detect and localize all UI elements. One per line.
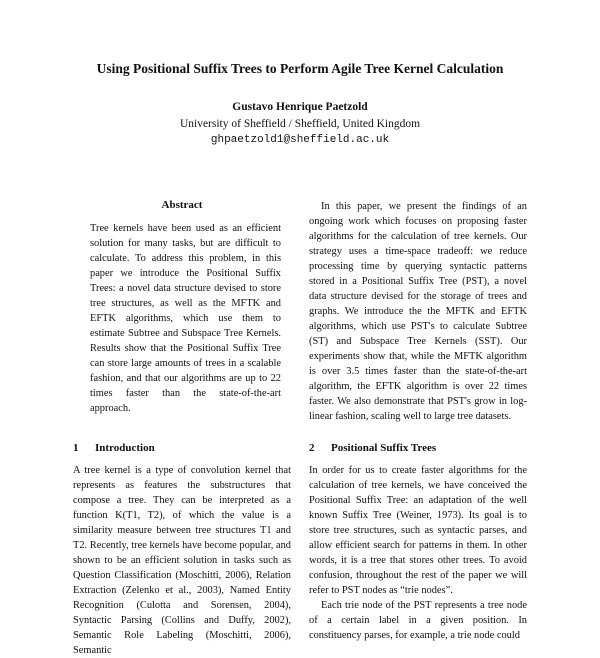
section2-heading — [309, 442, 436, 454]
intro-text: A tree kernel is a type of convolution kernel that represents as features the substructures that compose a tree. They can be interpreted as a function K(T1, T2), of which the value is a similarity measure between tree structures T1 and T2. Recently, tree kernels have become popular, and shown to be an efficient solution in tasks such as Question Classification (Moschitti, 2006), Relation Extraction (Zelenko et al., 2003), Named Entity Recognition (Culotta and Sorensen, 2004), Syntactic Parsing (Collins and Duffy, 2002), Semantic Role Labeling (Moschitti, 2006), Semantic — [73, 465, 291, 656]
section2-paragraph-1: In order for us to create faster algorithms for the calculation of tree kernels, we have conceived the Positional Suffix Tree: an adaptation of the well known Suffix Tree (Weiner, 1973). Its goal is to store tree structures, such as syntactic parses, and allow efficient search for patterns in them. In other words, it is a tree that stores other trees. To avoid confusion, throughout the rest of the paper we will refer to PST nodes as “trie nodes”. — [309, 465, 527, 596]
abstract-text: Tree kernels have been used as an efficient solution for many tasks, but are difficult to calculate. To address this problem, in this paper we introduce the Positional Suffix Trees: a novel data structure devised to store tree structures, as well as the MFTK and EFTK algorithms, which use them to estimate Subtree and Subspace Tree Kernels. Results show that the Positional Suffix Tree can store large amounts of trees in a scalable fashion, and that our algorithms are up to 22 times faster than the state-of-the-art approach. — [90, 223, 281, 414]
intro-title: Introduction — [95, 442, 155, 454]
right-column-intro — [309, 199, 527, 424]
intro-number: 1 — [73, 442, 79, 454]
intro-heading — [73, 442, 155, 454]
author-affiliation: University of Sheffield / Sheffield, United Kingdom — [179, 118, 421, 130]
intro-paragraph-2: In this paper, we present the findings of an ongoing work which focuses on proposing faster algorithms for the calculation of tree kernels. Our strategy uses a time-space tradeoff: we reduce processing time by querying syntactic patterns stored in a Positional Suffix Tree (PST), a novel data structure devised for the storage of trees and graphs. We introduce the the MFTK and EFTK algorithms, which use PST's to calculate Subtree (ST) and Subspace Tree Kernels (SST). Our experiments show that, while the MFTK algorithm is over 3.5 times faster than the state-of-the-art algorithm, the EFTK algorithm is over 22 times faster. We also demonstrate that PST's grow in log-linear fashion, scaling well to large tree datasets. — [309, 201, 527, 422]
paper-title: Using Positional Suffix Trees to Perform Agile Tree Kernel Calculation — [96, 61, 504, 76]
abstract-heading: Abstract — [161, 199, 203, 211]
section2-paragraph-2: Each trie node of the PST represents a tree node of a certain label in a given position. In constituency parses, for example, a trie node could — [309, 600, 527, 641]
section2-body — [309, 463, 527, 643]
section2-number: 2 — [309, 442, 315, 454]
author-name: Gustavo Henrique Paetzold — [232, 101, 368, 113]
section2-title: Positional Suffix Trees — [331, 442, 437, 454]
author-email: ghpaetzold1@sheffield.ac.uk — [210, 134, 390, 146]
